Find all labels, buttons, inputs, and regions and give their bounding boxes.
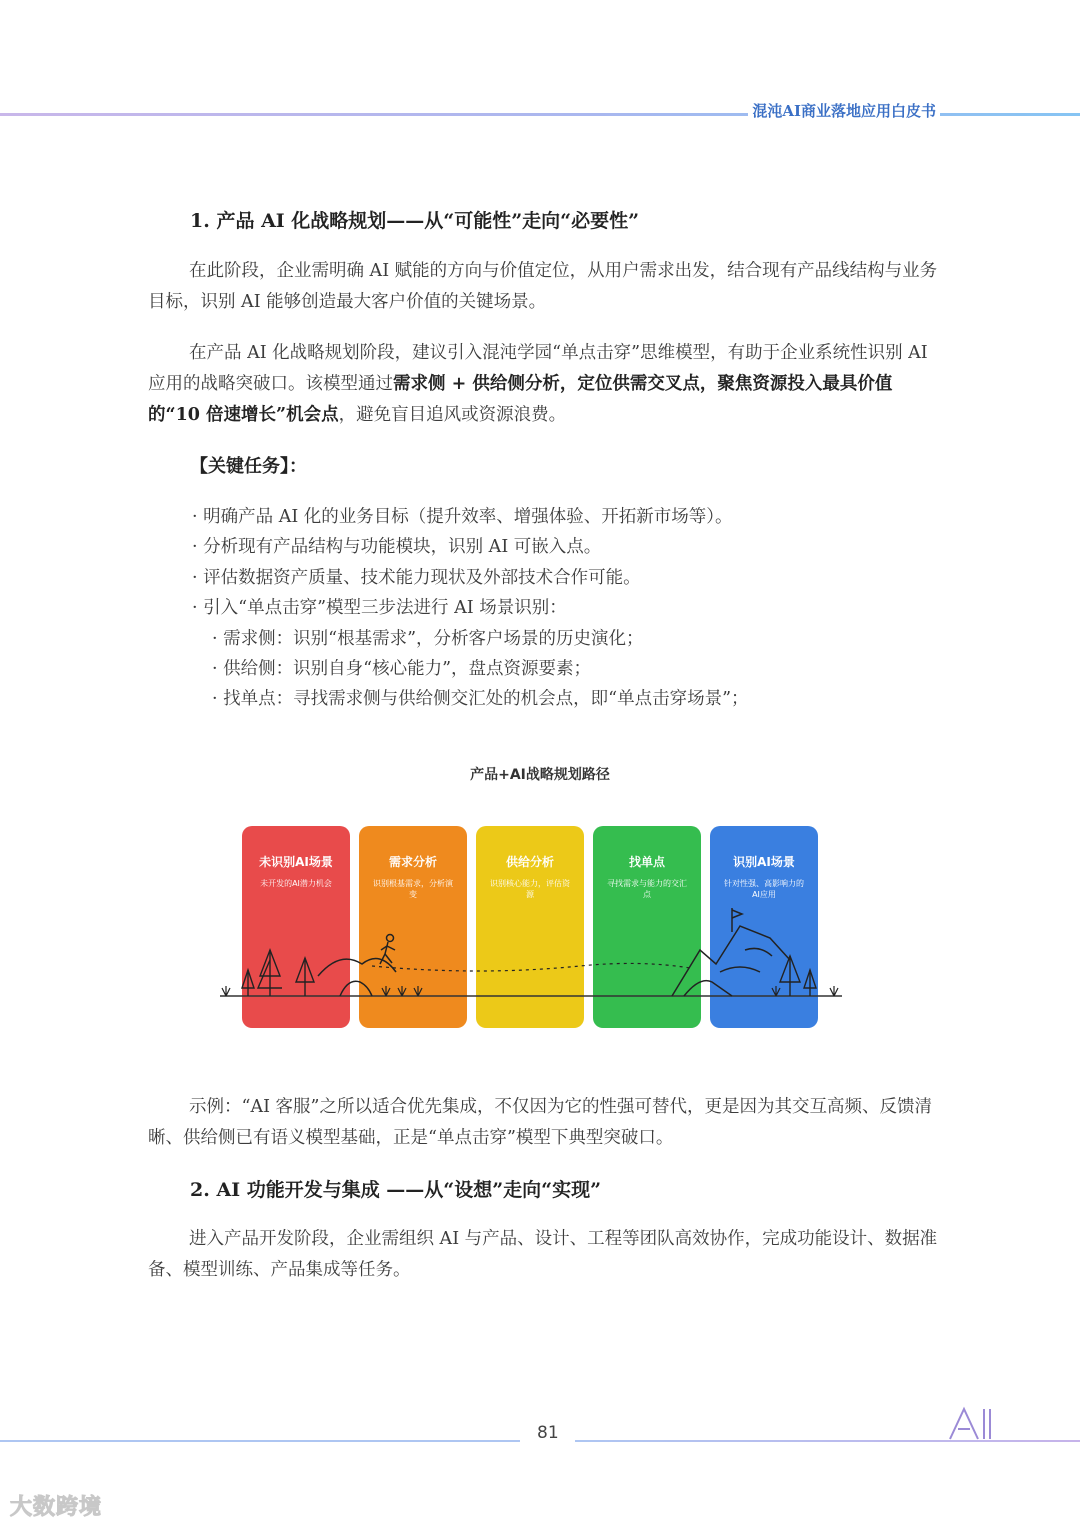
diagram-card [359,826,467,1028]
section1-paragraph-1: 在此阶段，企业需明确 AI 赋能的方向与价值定位，从用户需求出发，结合现有产品线结构与业务目标，识别 AI 能够创造最大客户价值的关键场景。 [148,261,938,312]
paragraph-2-highlight: 需求侧 + 供给侧分析，定位供需交叉点，聚焦资源投入最具价值的“10 倍速增长”机会点 [148,374,893,425]
card-description: 源 [526,890,534,899]
task-list [192,502,749,715]
task-item: · 分析现有产品结构与功能模块，识别 AI 可嵌入点。 [192,537,602,558]
card-description: 针对性强、高影响力的 [724,879,804,888]
card-description: 未开发的AI潜力机会 [260,879,332,888]
footer-rule-right [575,1440,1080,1442]
diagram-card [242,826,350,1028]
card-description: 识别根基需求，分析演 [373,879,453,888]
diagram-card [593,826,701,1028]
subtask-item: · 供给侧：识别自身“核心能力”，盘点资源要素； [212,659,592,680]
example-paragraph: 示例：“AI 客服”之所以适合优先集成，不仅因为它的性强可替代，更是因为其交互高频、反馈清晰、供给侧已有语义模型基础，正是“单点击穿”模型下典型突破口。 [148,1097,933,1148]
task-item: · 引入“单点击穿”模型三步法进行 AI 场景识别： [192,598,567,619]
watermark-text: 大数跨境 [10,1495,103,1520]
paragraph-2-text-a: 在产品 AI 化战略规划阶段，建议引入混沌学园“单点击穿”思维模型，有助于企业系统性识别 AI 应用的战略突破口。该模型通过 [148,343,928,394]
card-description: 点 [643,890,651,899]
card-title: 供给分析 [505,855,555,869]
task-item: · 明确产品 AI 化的业务目标（提升效率、增强体验、开拓新市场等）。 [192,507,733,527]
page-number: 81 [537,1423,559,1443]
strategy-path-diagram [0,800,1080,1040]
card-description: 识别核心能力，评估资 [490,879,570,888]
ai-logo [948,1405,998,1441]
section2-paragraph: 进入产品开发阶段，企业需组织 AI 与产品、设计、工程等团队高效协作，完成功能设计、数据准备、模型训练、产品集成等任务。 [148,1229,938,1280]
card-description: 寻找需求与能力的交汇 [607,879,687,888]
running-header-title: 混沌AI商业落地应用白皮书 [748,100,940,121]
card-title: 识别AI场景 [733,855,795,869]
paragraph-2-text-c: ，避免盲目追风或资源浪费。 [338,405,567,425]
watermark [10,1490,102,1521]
subtask-item: · 需求侧：识别“根基需求”，分析客户场景的历史演化； [212,628,644,649]
section1-heading: 1. 产品 AI 化战略规划——从“可能性”走向“必要性” [190,210,640,232]
diagram-card [476,826,584,1028]
diagram-title: 产品+AI战略规划路径 [470,767,610,783]
card-title: 未识别AI场景 [259,855,333,869]
section1-paragraph-2 [148,338,938,431]
card-description: 变 [409,890,417,899]
subtask-item: · 找单点：寻找需求侧与供给侧交汇处的机会点，即“单点击穿场景”； [212,689,749,710]
footer-rule-left [0,1440,520,1442]
card-title: 找单点 [628,855,666,869]
card-title: 需求分析 [388,855,438,869]
section2-heading: 2. AI 功能开发与集成 ——从“设想”走向“实现” [190,1179,602,1201]
key-tasks-label: 【关键任务】： [190,456,307,477]
task-item: · 评估数据资产质量、技术能力现状及外部技术合作可能。 [192,567,641,588]
card-description: AI应用 [752,890,776,899]
diagram-card [710,826,818,1028]
